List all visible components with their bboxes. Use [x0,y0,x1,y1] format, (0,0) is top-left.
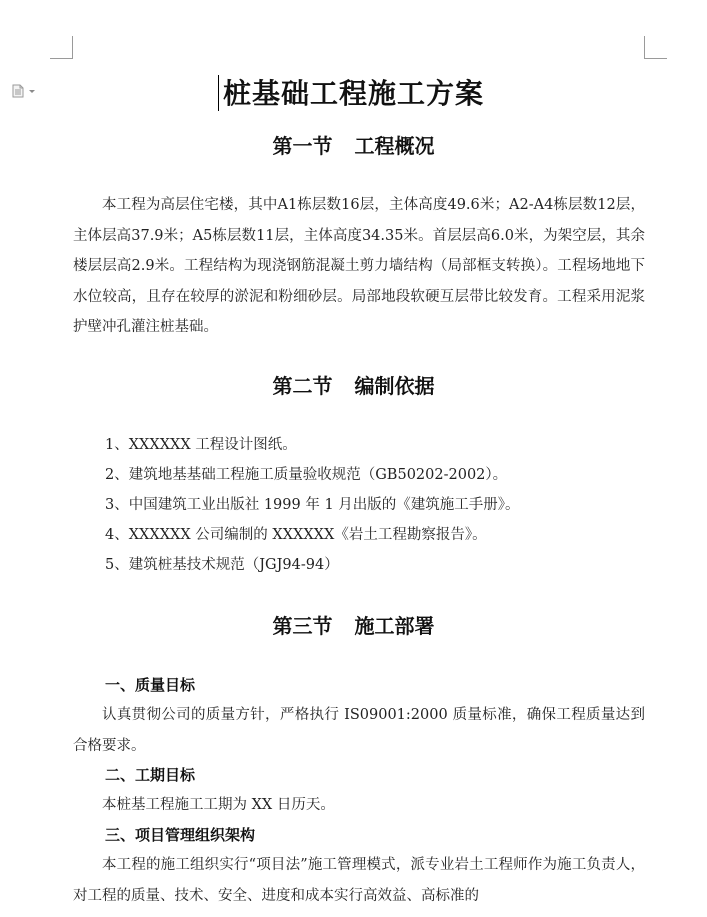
section3-title: 施工部署 [354,614,435,638]
section2-heading[interactable] [0,370,707,399]
section3-heading[interactable] [0,610,707,639]
top-right-margin-mark [644,36,667,59]
organization-text[interactable]: 本工程的施工组织实行“项目法”施工管理模式，派专业岩土工程师作为施工负责人，对工程的质量、技术、安全、进度和成本实行高效益、高标准的 [73,857,645,904]
schedule-goal-text[interactable]: 本桩基工程施工工期为 XX 日历天。 [102,797,335,813]
section2-title: 编制依据 [354,374,435,398]
organization-heading[interactable]: 三、项目管理组织架构 [105,826,256,844]
schedule-goal-heading[interactable]: 二、工期目标 [105,766,196,784]
quality-goal-heading[interactable]: 一、质量目标 [105,676,196,694]
reference-item-4[interactable]: 4、XXXXXX 公司编制的 XXXXXX《岩土工程勘察报告》。 [105,527,487,543]
section1-number: 第一节 [272,134,333,158]
reference-item-5[interactable]: 5、建筑桩基技术规范（JGJ94-94） [105,557,339,573]
document-title[interactable]: 桩基础工程施工方案 [222,77,484,110]
section1-title: 工程概况 [354,134,435,158]
section1-paragraph[interactable]: 本工程为高层住宅楼，其中A1栋层数16层，主体高度49.6米；A2-A4栋层数12层，主体层高37.9米；A5栋层数11层，主体高度34.35米。首层层高6.0米，为架空层，其余楼层层高2.9米。工程结构为现浇钢筋混凝土剪力墙结构（局部框支转换）。工程场地地下水位较高，且存在较厚的淤泥和粉细砂层。局部地段软硬互层带比较发育。工程采用泥浆护壁冲孔灌注桩基础。 [73,197,645,335]
section1-heading[interactable] [0,130,707,159]
reference-item-3[interactable]: 3、中国建筑工业出版社 1999 年 1 月出版的《建筑施工手册》。 [105,497,520,513]
section2-number: 第二节 [272,374,333,398]
quality-goal-text[interactable]: 认真贯彻公司的质量方针，严格执行 IS09001:2000 质量标准，确保工程质量达到合格要求。 [73,707,645,754]
top-left-margin-mark [50,36,73,59]
reference-item-1[interactable]: 1、XXXXXX 工程设计图纸。 [105,437,297,453]
section3-number: 第三节 [272,614,333,638]
reference-item-2[interactable]: 2、建筑地基基础工程施工质量验收规范（GB50202-2002）。 [105,467,508,483]
